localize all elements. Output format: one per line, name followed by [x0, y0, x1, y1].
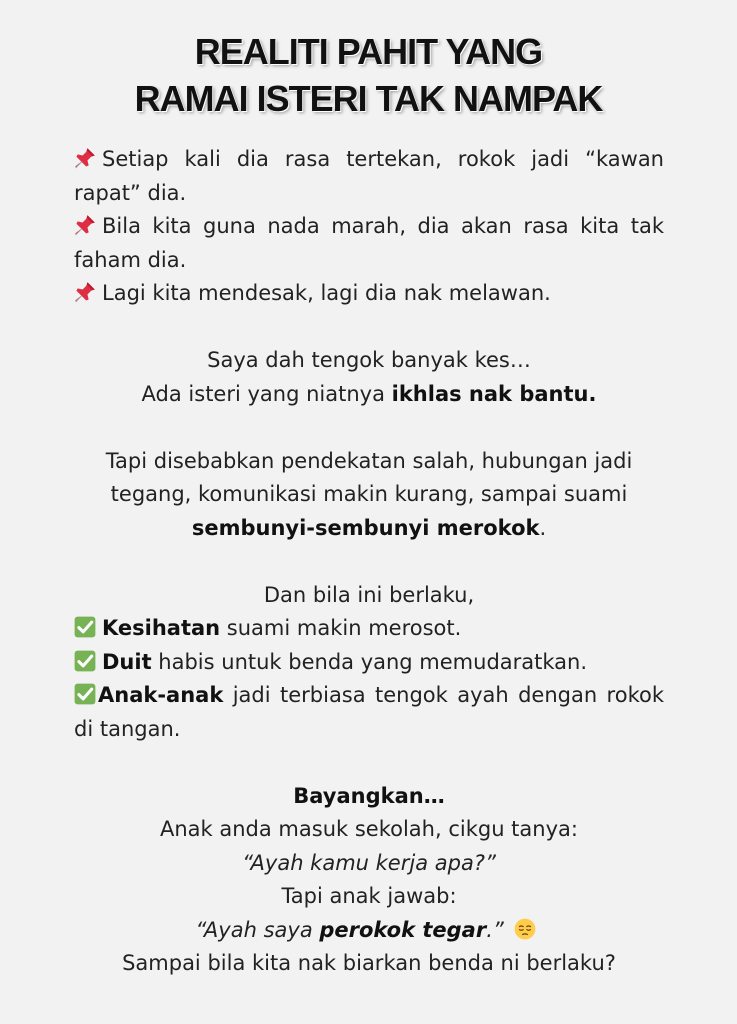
point-item	[74, 277, 664, 311]
para2-bold: sembunyi-sembunyi merokok	[191, 515, 540, 540]
point-item	[74, 143, 664, 210]
point-text: Setiap kali dia rasa tertekan, rokok jadi “kawan rapat” dia.	[74, 147, 664, 205]
para1-line1: Saya dah tengok banyak kes…	[207, 348, 531, 372]
check-mark-button-icon	[74, 683, 96, 705]
point-item	[74, 210, 664, 277]
pushpin-icon	[74, 147, 96, 169]
effect-item: Kesihatan suami makin merosot.	[74, 612, 664, 646]
check-mark-button-icon	[74, 616, 96, 638]
article-body	[74, 143, 664, 981]
title-line-1: REALITI PAHIT YANG	[194, 31, 543, 72]
effect-item: Anak-anak jadi terbiasa tengok ayah dengan rokok di tangan.	[74, 683, 664, 741]
pushpin-icon	[74, 281, 96, 303]
para1-line2: Ada isteri yang niatnya ikhlas nak bantu.	[141, 381, 597, 406]
story-quote1: “Ayah kamu kerja apa?”	[242, 850, 496, 875]
story-line2: Tapi anak jawab:	[281, 884, 457, 908]
page-title	[0, 28, 737, 122]
title-line-2: RAMAI ISTERI TAK NAMPAK	[134, 78, 603, 119]
check-mark-button-icon	[74, 650, 96, 672]
story-line3: Sampai bila kita nak biarkan benda ni berlaku?	[122, 951, 616, 975]
pensive-face-icon	[514, 918, 536, 940]
pushpin-icon	[74, 214, 96, 236]
para2: Tapi disebabkan pendekatan salah, hubungan jadi tegang, komunikasi makin kurang, sampai suami sembunyi-sembunyi merokok.	[105, 448, 633, 540]
story-quote2: “Ayah saya perokok tegar.”	[74, 914, 664, 948]
story-line1: Anak anda masuk sekolah, cikgu tanya:	[160, 817, 578, 841]
para1-bold: ikhlas nak bantu.	[391, 381, 597, 406]
point-text: Lagi kita mendesak, lagi dia nak melawan.	[102, 281, 551, 305]
point-text: Bila kita guna nada marah, dia akan rasa kita tak faham dia.	[74, 214, 664, 272]
effect-item: Duit habis untuk benda yang memudaratkan.	[74, 646, 664, 680]
story-heading: Bayangkan…	[293, 783, 445, 808]
effects-intro: Dan bila ini berlaku,	[263, 582, 475, 607]
